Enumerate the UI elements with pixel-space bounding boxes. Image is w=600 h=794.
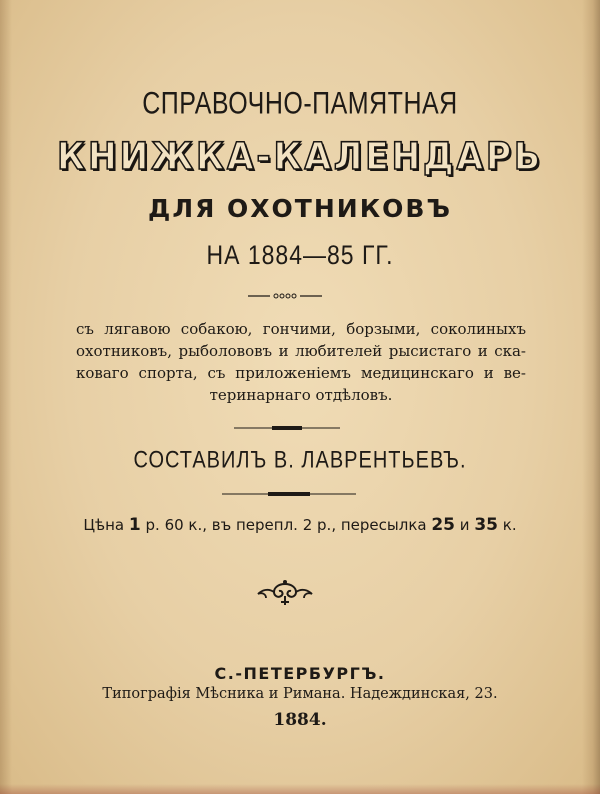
description-line: коваго спорта, съ приложеніемъ медицинскаго и ве- (76, 364, 526, 382)
price-prefix: Цѣна (83, 516, 129, 534)
shipping-price-2: 35 (474, 515, 498, 535)
shipping-price-1: 25 (431, 515, 456, 535)
divider-rule (232, 424, 342, 432)
small-dotted-ornament (246, 291, 324, 301)
audience-line: ДЛЯ ОХОТНИКОВЪ (148, 194, 452, 223)
page-bottom-edge (0, 784, 600, 794)
author-line: СОСТАВИЛЪ В. ЛАВРЕНТЬЕВЪ. (133, 447, 467, 474)
city-line: С.-ПЕТЕРБУРГЪ. (214, 664, 386, 683)
price-joiner: и (455, 516, 475, 534)
subtitle: СПРАВОЧНО-ПАМЯТНАЯ (142, 86, 458, 121)
divider-rule-long (220, 490, 358, 498)
description-line: съ лягавою собакою, гончими, борзыми, соколиныхъ (76, 320, 526, 338)
price-details: р. 60 к., въ перепл. 2 р., пересылка (140, 516, 432, 534)
years-line: НА 1884—85 ГГ. (206, 240, 394, 270)
flourish-ornament-icon (252, 578, 318, 608)
description-line: теринарнаго отдѣловъ. (209, 386, 393, 404)
description-line: охотниковъ, рыболововъ и любителей рысистаго и ска- (76, 342, 526, 360)
publication-year: 1884. (273, 710, 327, 730)
main-title: КНИЖКА-КАЛЕНДАРЬ (57, 135, 543, 178)
printer-line: Типографія Мѣсника и Римана. Надеждинская, 23. (102, 686, 498, 702)
price-value: 1 (128, 515, 141, 535)
price-line (0, 515, 600, 535)
price-suffix: к. (497, 516, 517, 534)
